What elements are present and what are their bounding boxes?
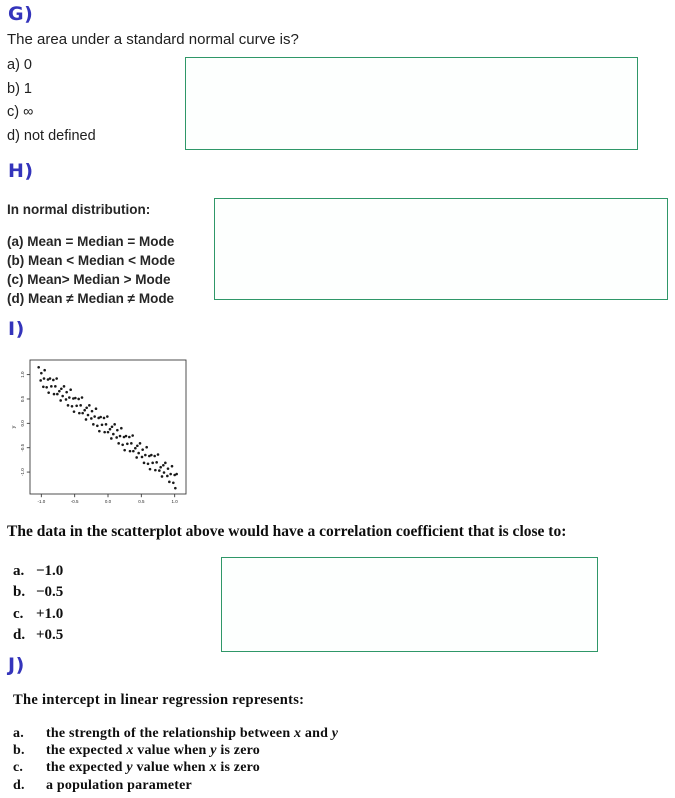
answer-box-i[interactable]: [221, 557, 598, 652]
svg-text:-0.5: -0.5: [70, 499, 79, 504]
option-letter: c.: [13, 760, 24, 776]
question-j-text: The intercept in linear regression represents:: [13, 692, 305, 708]
question-i-option-b: [13, 582, 63, 603]
option-letter: a.: [13, 563, 25, 579]
option-letter: b.: [13, 743, 25, 759]
svg-text:-0.5: -0.5: [20, 443, 25, 452]
option-value: +1.0: [36, 605, 64, 622]
option-letter: d.: [13, 777, 25, 793]
option-value: −1.0: [36, 563, 64, 579]
question-j-label: J): [8, 654, 25, 676]
svg-text:0.0: 0.0: [104, 499, 112, 504]
option-text: a population parameter: [46, 777, 192, 793]
svg-text:-1.0: -1.0: [37, 499, 46, 504]
answer-box-h[interactable]: [214, 198, 668, 300]
option-letter: d.: [13, 626, 26, 643]
option-value: +0.5: [36, 626, 64, 643]
svg-text:1.0: 1.0: [20, 371, 25, 378]
option-text: the expected y value when x is zero: [46, 760, 260, 776]
question-i-text: The data in the scatterplot above would have a correlation coefficient that is close to:: [7, 523, 567, 540]
question-j-option-c: [13, 759, 338, 776]
question-g-label: G): [8, 3, 34, 25]
question-h-label: H): [8, 160, 34, 182]
question-j-option-a: [13, 725, 338, 742]
question-h-text: In normal distribution:: [7, 202, 151, 217]
question-g-option-b: b) 1: [7, 80, 32, 97]
question-j-option-b: [13, 742, 338, 759]
svg-text:0.5: 0.5: [138, 499, 145, 504]
option-text: the expected x value when y is zero: [46, 743, 260, 759]
option-letter: c.: [13, 605, 24, 622]
question-h-option-d: (d) Mean ≠ Median ≠ Mode: [7, 290, 175, 306]
question-i-options: [13, 561, 63, 646]
question-g-option-d: d) not defined: [7, 127, 96, 144]
option-text: the strength of the relationship between x and y: [46, 726, 339, 741]
svg-text:y: y: [11, 425, 17, 429]
question-h-option-c: (c) Mean> Median > Mode: [7, 271, 171, 287]
option-letter: b.: [13, 584, 26, 601]
question-j-options: [13, 725, 338, 794]
svg-text:0.5: 0.5: [20, 395, 25, 403]
svg-text:0.0: 0.0: [20, 420, 25, 427]
question-g-text: The area under a standard normal curve is?: [7, 31, 299, 48]
question-h-option-b: (b) Mean < Median < Mode: [7, 252, 176, 268]
question-i-option-d: [13, 625, 63, 646]
svg-text:-1.0: -1.0: [20, 468, 25, 476]
option-letter: a.: [13, 726, 24, 741]
svg-text:1.0: 1.0: [171, 499, 178, 504]
question-h-options: [7, 233, 175, 309]
question-j-option-d: [13, 777, 338, 794]
question-i-option-c: [13, 604, 63, 625]
question-i-option-a: [13, 561, 63, 582]
option-value: −0.5: [36, 584, 64, 601]
answer-box-g[interactable]: [185, 57, 638, 150]
question-h-option-a: (a) Mean = Median = Mode: [7, 234, 175, 249]
question-g-options: [7, 54, 96, 148]
scatterplot: [8, 348, 203, 513]
question-i-label: I): [8, 318, 25, 340]
question-g-option-c: c) ∞: [7, 104, 34, 120]
question-g-option-a: a) 0: [7, 57, 32, 73]
